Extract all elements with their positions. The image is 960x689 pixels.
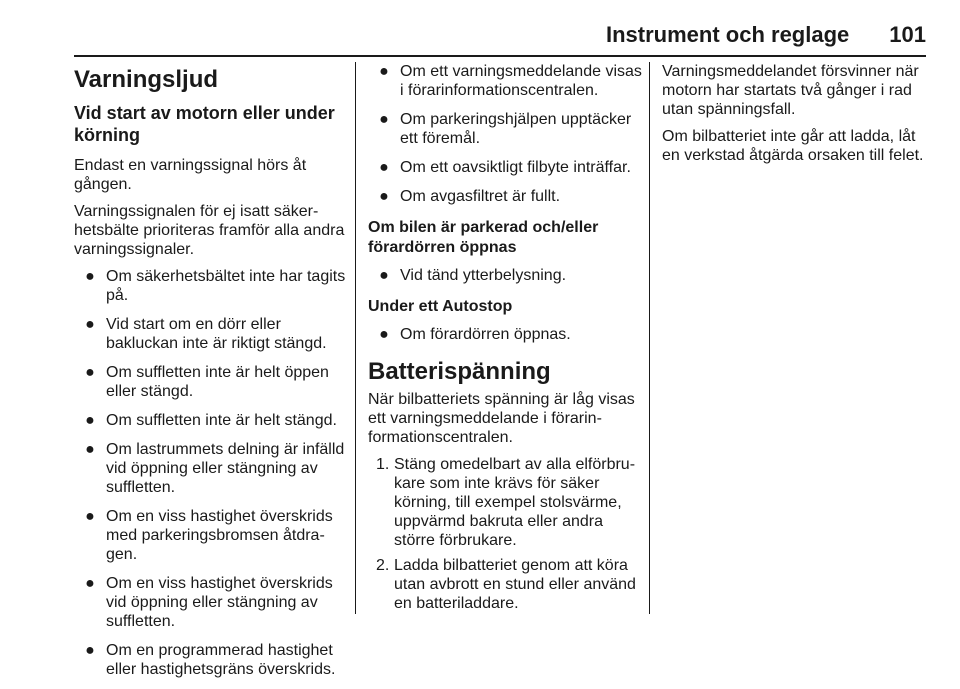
bullet-icon: ● <box>85 642 95 659</box>
bullet-icon: ● <box>379 63 389 80</box>
paragraph: Endast en varningssignal hörs åt gången. <box>74 157 307 193</box>
list-item: ● Vid tänd ytterbelysning. <box>368 266 642 285</box>
list-item: ● Om en viss hastighet överskrids vid öppning eller stängning av suffletten. <box>74 574 346 631</box>
bullet-list <box>368 325 642 344</box>
bullet-icon: ● <box>379 326 389 343</box>
paragraph: När bilbatteriets spänning är låg visas ett varningsmeddelande i förarinformationscentralen. <box>368 391 635 446</box>
list-item: ● Vid start om en dörr eller bakluckan inte är riktigt stängd. <box>74 315 346 353</box>
bullet-list <box>74 267 346 679</box>
subheading-autostop: Under ett Autostop <box>368 298 513 315</box>
paragraph: Om bilbatteriet inte går att ladda, låt en verkstad åtgärda orsaken till felet. <box>662 128 924 164</box>
column-3 <box>662 62 932 173</box>
bullet-icon: ● <box>85 268 95 285</box>
section-heading-battery-voltage: Batterispänning <box>368 358 551 385</box>
bullet-icon: ● <box>379 159 389 176</box>
bullet-icon: ● <box>85 575 95 592</box>
subheading-parked: Om bilen är parkerad och/eller förardörren öppnas <box>368 219 599 256</box>
bullet-icon: ● <box>85 412 95 429</box>
header-rule <box>74 55 926 57</box>
step-number: 1. <box>376 456 390 473</box>
column-divider-2 <box>649 62 650 614</box>
section-title: Instrument och reglage <box>606 22 850 47</box>
subheading-start-driving: Vid start av motorn eller under körning <box>74 103 335 145</box>
bullet-icon: ● <box>379 188 389 205</box>
bullet-list <box>368 62 642 206</box>
section-heading-warning-sounds: Varningsljud <box>74 66 219 93</box>
column-divider-1 <box>355 62 356 614</box>
list-item: 1. Stäng omedelbart av alla elförbrukare som inte krävs för säker körning, till exempel stolsvärme, uppvärmd bakruta eller andra större förbrukare. <box>376 456 636 549</box>
column-2 <box>368 62 642 619</box>
list-item: ● Om förardörren öppnas. <box>368 325 642 344</box>
paragraph: Varningsmeddelandet försvinner när motorn har startats två gånger i rad utan spänningsfall. <box>662 63 919 118</box>
list-item: ● Om suffletten inte är helt stängd. <box>74 411 346 430</box>
list-item: ● Om suffletten inte är helt öppen eller stängd. <box>74 363 346 401</box>
list-item: ● Om avgasfiltret är fullt. <box>368 187 642 206</box>
list-item: 2. Ladda bilbatteriet genom att köra utan avbrott en stund eller använd en batteriladdare. <box>376 557 636 612</box>
paragraph: Varningssignalen för ej isatt säkerhetsbälte prioriteras framför alla andra varningssignaler. <box>74 203 345 258</box>
bullet-icon: ● <box>85 316 95 333</box>
page-number: 101 <box>889 22 926 47</box>
bullet-icon: ● <box>85 364 95 381</box>
bullet-icon: ● <box>85 508 95 525</box>
bullet-icon: ● <box>379 111 389 128</box>
list-item: ● Om ett oavsiktligt filbyte inträffar. <box>368 158 642 177</box>
list-item: ● Om en viss hastighet överskrids med parkeringsbromsen åtdragen. <box>74 507 346 564</box>
numbered-list <box>368 455 642 613</box>
list-item: ● Om ett varningsmeddelande visas i förarinformationscentralen. <box>368 62 642 100</box>
page-header <box>0 22 926 48</box>
bullet-icon: ● <box>379 267 389 284</box>
list-item: ● Om en programmerad hastighet eller hastighetsgräns överskrids. <box>74 641 346 679</box>
list-item: ● Om parkeringshjälpen upptäcker ett föremål. <box>368 110 642 148</box>
bullet-list <box>368 266 642 285</box>
list-item: ● Om säkerhetsbältet inte har tagits på. <box>74 267 346 305</box>
list-item: ● Om lastrummets delning är infälld vid öppning eller stängning av suffletten. <box>74 440 346 497</box>
column-1 <box>74 62 346 689</box>
bullet-icon: ● <box>85 441 95 458</box>
step-number: 2. <box>376 557 390 574</box>
